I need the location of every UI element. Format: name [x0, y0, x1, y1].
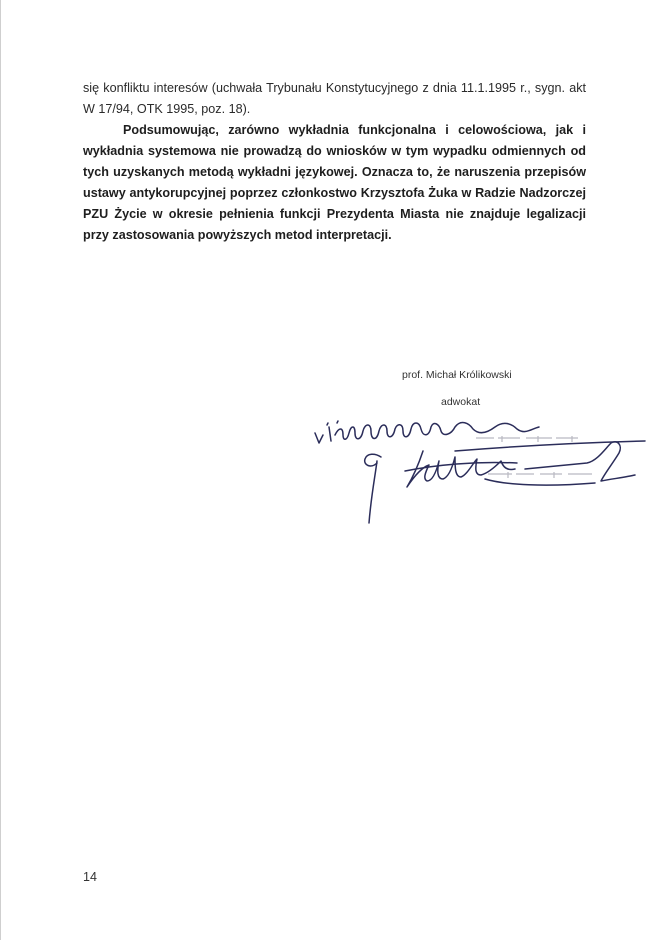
handwritten-signature-image	[305, 405, 655, 530]
signatory-name: prof. Michał Królikowski	[402, 369, 512, 381]
body-text	[83, 78, 586, 246]
page-number: 14	[83, 870, 97, 884]
paragraph-conclusion: Podsumowując, zarówno wykładnia funkcjonalna i celowościowa, jak i wykładnia systemowa nie prowadzą do wniosków w tym wypadku odmiennych od tych uzyskanych metodą wykładni językowej. Oznacza to, że naruszenia przepisów ustawy antykorupcyjnej poprzez członkostwo Krzysztofa Żuka w Radzie Nadzorczej PZU Życie w okresie pełnienia funkcji Prezydenta Miasta nie znajduje legalizacji przy zastosowania powyższych metod interpretacji.	[83, 123, 586, 242]
page-edge	[0, 0, 1, 940]
signatory-title: adwokat	[441, 396, 481, 408]
paragraph-citation: się konfliktu interesów (uchwała Trybunału Konstytucyjnego z dnia 11.1.1995 r., sygn. akt W 17/94, OTK 1995, poz. 18).	[83, 81, 586, 116]
